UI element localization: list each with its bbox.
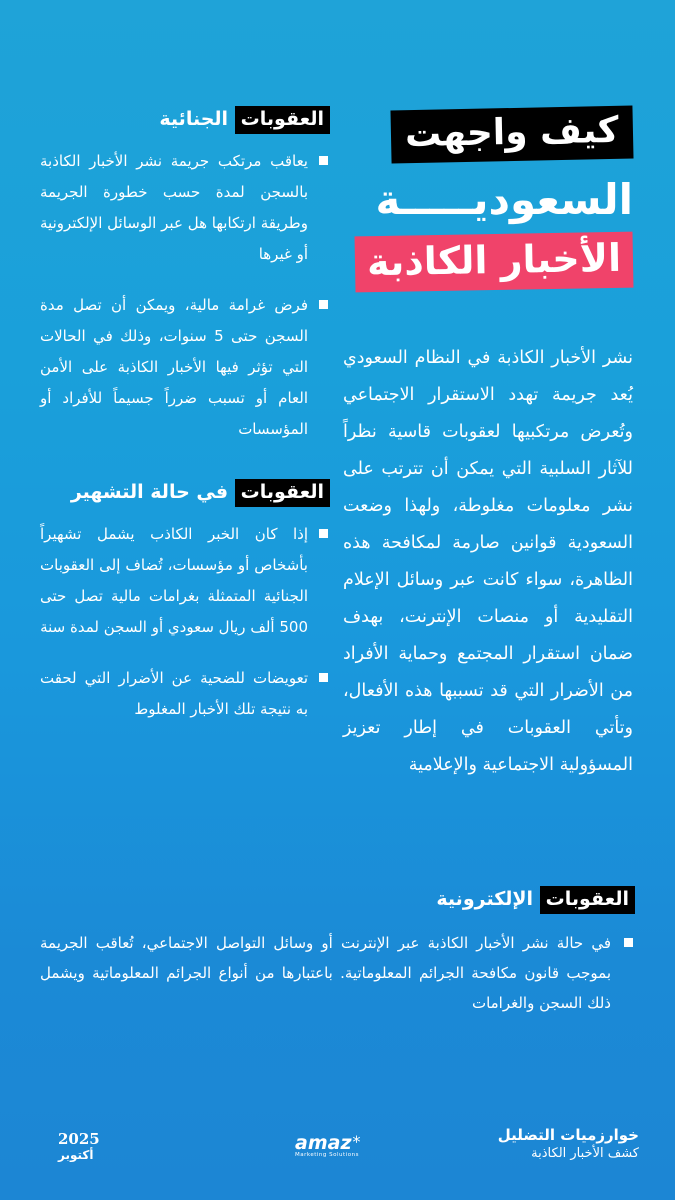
defamation-heading-rest: في حالة التشهير — [70, 481, 235, 503]
list-item-text: إذا كان الخبر الكاذب يشمل تشهيراً بأشخاص أو مؤسسات، تُضاف إلى العقوبات الجنائية المتمثلة بغرامات مالية تصل حتى 500 ألف ريال سعودي أو السجن لمدة سنة — [40, 525, 308, 636]
asterisk-icon: * — [352, 1132, 361, 1151]
criminal-heading — [40, 108, 330, 130]
electronic-heading-highlight: العقوبات — [540, 886, 635, 914]
logo-wordmark: amaz — [295, 1132, 352, 1154]
title-block — [353, 108, 633, 290]
left-column — [40, 108, 330, 745]
list-item — [40, 928, 635, 1018]
title-line-1: كيف واجهت — [391, 105, 634, 163]
bullet-square-icon — [624, 938, 633, 947]
brand-title: خوارزميات التضليل — [497, 1126, 639, 1144]
defamation-section — [40, 481, 330, 725]
list-item-text: يعاقب مرتكب جريمة نشر الأخبار الكاذبة بالسجن لمدة حسب خطورة الجريمة وطريقة ارتكابها هل عبر الوسائل الإلكترونية أو غيرها — [40, 152, 308, 263]
list-item-text: تعويضات للضحية عن الأضرار التي لحقت به نتيجة تلك الأخبار المغلوط — [40, 669, 308, 718]
bullet-square-icon — [319, 156, 328, 165]
intro-paragraph: نشر الأخبار الكاذبة في النظام السعودي يُعد جريمة تهدد الاستقرار الاجتماعي وتُعرض مرتكبيها لعقوبات قاسية نظراً للآثار السلبية التي يمكن أن تترتب على نشر معلومات مغلوطة، ولهذا وضعت السعودية قوانين صارمة لمكافحة هذه الظاهرة، سواء كانت عبر وسائل الإعلام التقليدية أو منصات الإنترنت، بهدف ضمان استقرار المجتمع وحماية الأفراد من الأضرار التي قد تسببها هذه الأفعال، وتأتي العقوبات في إطار تعزيز المسؤولية الاجتماعية والإعلامية — [343, 348, 633, 775]
list-item-text: في حالة نشر الأخبار الكاذبة عبر الإنترنت أو وسائل التواصل الاجتماعي، تُعاقب الجريمة بموجب قانون مكافحة الجرائم المعلوماتية. باعتبارها من أنواع الجرائم المعلوماتية ويشمل ذلك السجن والغرامات — [40, 934, 611, 1012]
bullet-square-icon — [319, 529, 328, 538]
electronic-heading — [40, 888, 635, 910]
bullet-square-icon — [319, 300, 328, 309]
list-item — [40, 663, 330, 725]
list-item-text: فرض غرامة مالية، ويمكن أن تصل مدة السجن حتى 5 سنوات، وذلك في الحالات التي تؤثر فيها الأخبار الكاذبة على الأمن العام أو تسبب ضرراً جسيماً للأفراد أو المؤسسات — [40, 296, 308, 438]
date-month: أكتوبر — [58, 1148, 94, 1162]
electronic-section — [40, 888, 635, 1038]
criminal-heading-highlight: العقوبات — [235, 106, 330, 134]
criminal-heading-rest: الجنائية — [159, 108, 235, 130]
criminal-section — [40, 108, 330, 445]
amaz-logo — [295, 1132, 361, 1158]
bullet-square-icon — [319, 673, 328, 682]
defamation-heading-highlight: العقوبات — [235, 479, 330, 507]
list-item — [40, 519, 330, 643]
date-block — [58, 1130, 100, 1162]
list-item — [40, 290, 330, 445]
brand-block — [498, 1126, 639, 1161]
date-year: 2025 — [58, 1130, 100, 1148]
logo-tagline: Marketing Solutions — [295, 1152, 359, 1158]
list-item — [40, 146, 330, 270]
title-line-3: الأخبار الكاذبة — [354, 232, 633, 293]
electronic-heading-rest: الإلكترونية — [436, 888, 540, 910]
defamation-heading — [40, 481, 330, 503]
title-line-2: السعوديـــــة — [375, 175, 633, 224]
brand-subtitle: كشف الأخبار الكاذبة — [531, 1146, 639, 1161]
